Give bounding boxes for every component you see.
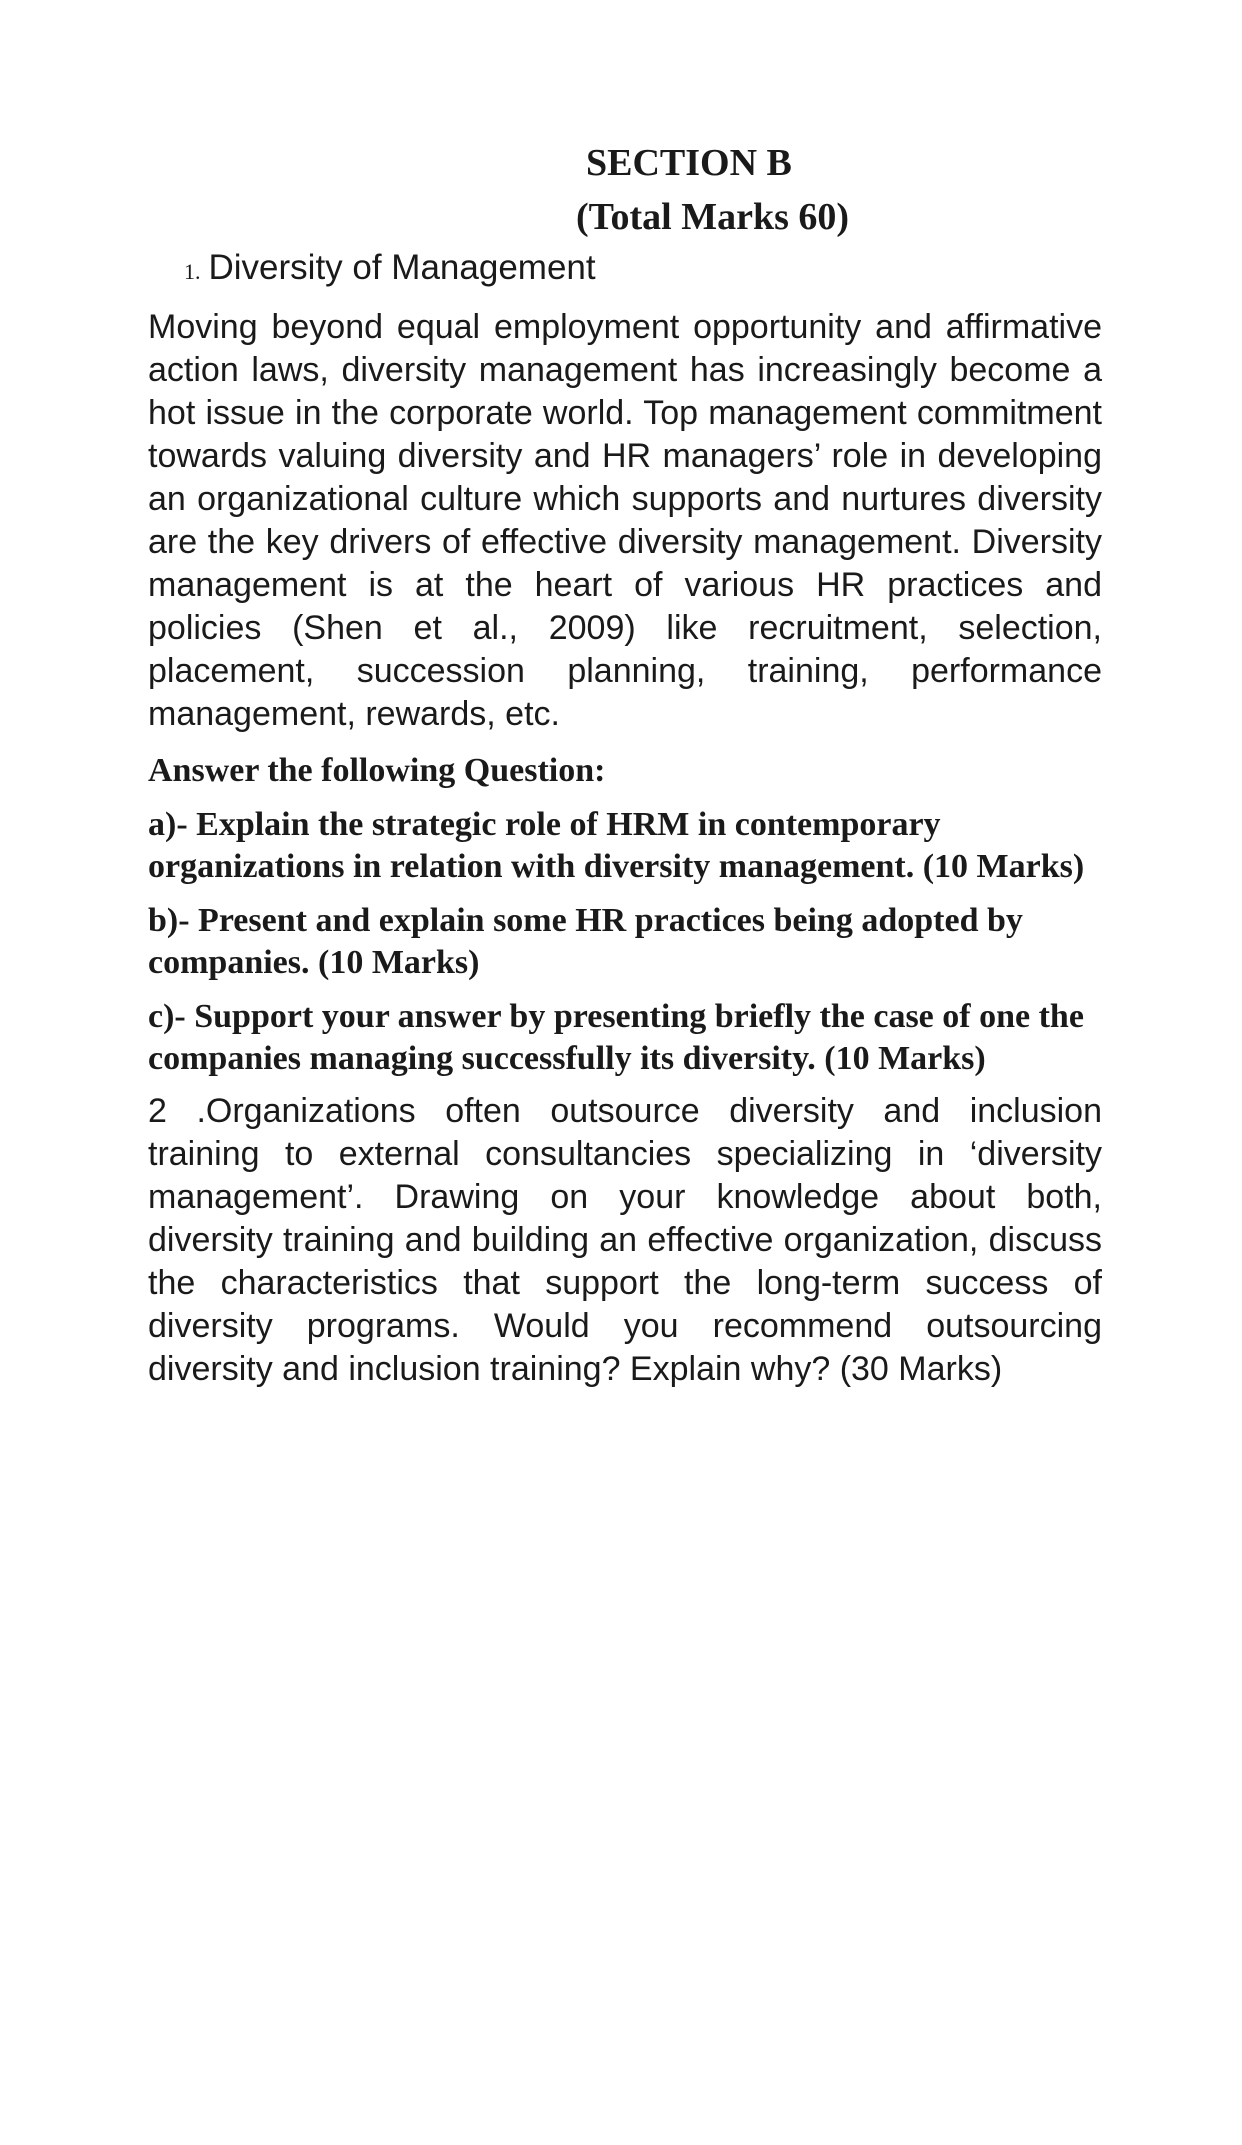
question-1-number: 1. [184,259,201,284]
question-1-heading [148,244,1102,296]
answer-instruction: Answer the following Question: [148,752,606,789]
question-1-title: Diversity of Management [208,248,596,287]
document-page [148,138,1102,1391]
question-part-a: a)- Explain the strategic role of HRM in contemporary organizations in relation with diversity management. (10 Marks) [148,806,1085,885]
question-part-c: c)- Support your answer by presenting briefly the case of one the companies managing successfully its diversity. (10 Marks) [148,998,1084,1077]
question-part-b: b)- Present and explain some HR practices being adopted by companies. (10 Marks) [148,902,1023,981]
section-total-marks: (Total Marks 60) [576,196,850,238]
case-passage: Moving beyond equal employment opportunity and affirmative action laws, diversity management has increasingly become a hot issue in the corporate world. Top management commitment towards valuing diversity and HR managers’ role in developing an organizational culture which supports and nurtures diversity are the key drivers of effective diversity management. Diversity management is at the heart of various HR practices and policies (Shen et al., 2009) like recruitment, selection, placement, succession planning, training, performance management, rewards, etc. [148,308,1102,733]
question-2-text: 2 .Organizations often outsource diversity and inclusion training to external consultancies specializing in ‘diversity management’. Drawing on your knowledge about both, diversity training and building an effective organization, discuss the characteristics that support the long-term success of diversity programs. Would you recommend outsourcing diversity and inclusion training? Explain why? (30 Marks) [148,1092,1102,1388]
section-title: SECTION B [586,142,792,184]
